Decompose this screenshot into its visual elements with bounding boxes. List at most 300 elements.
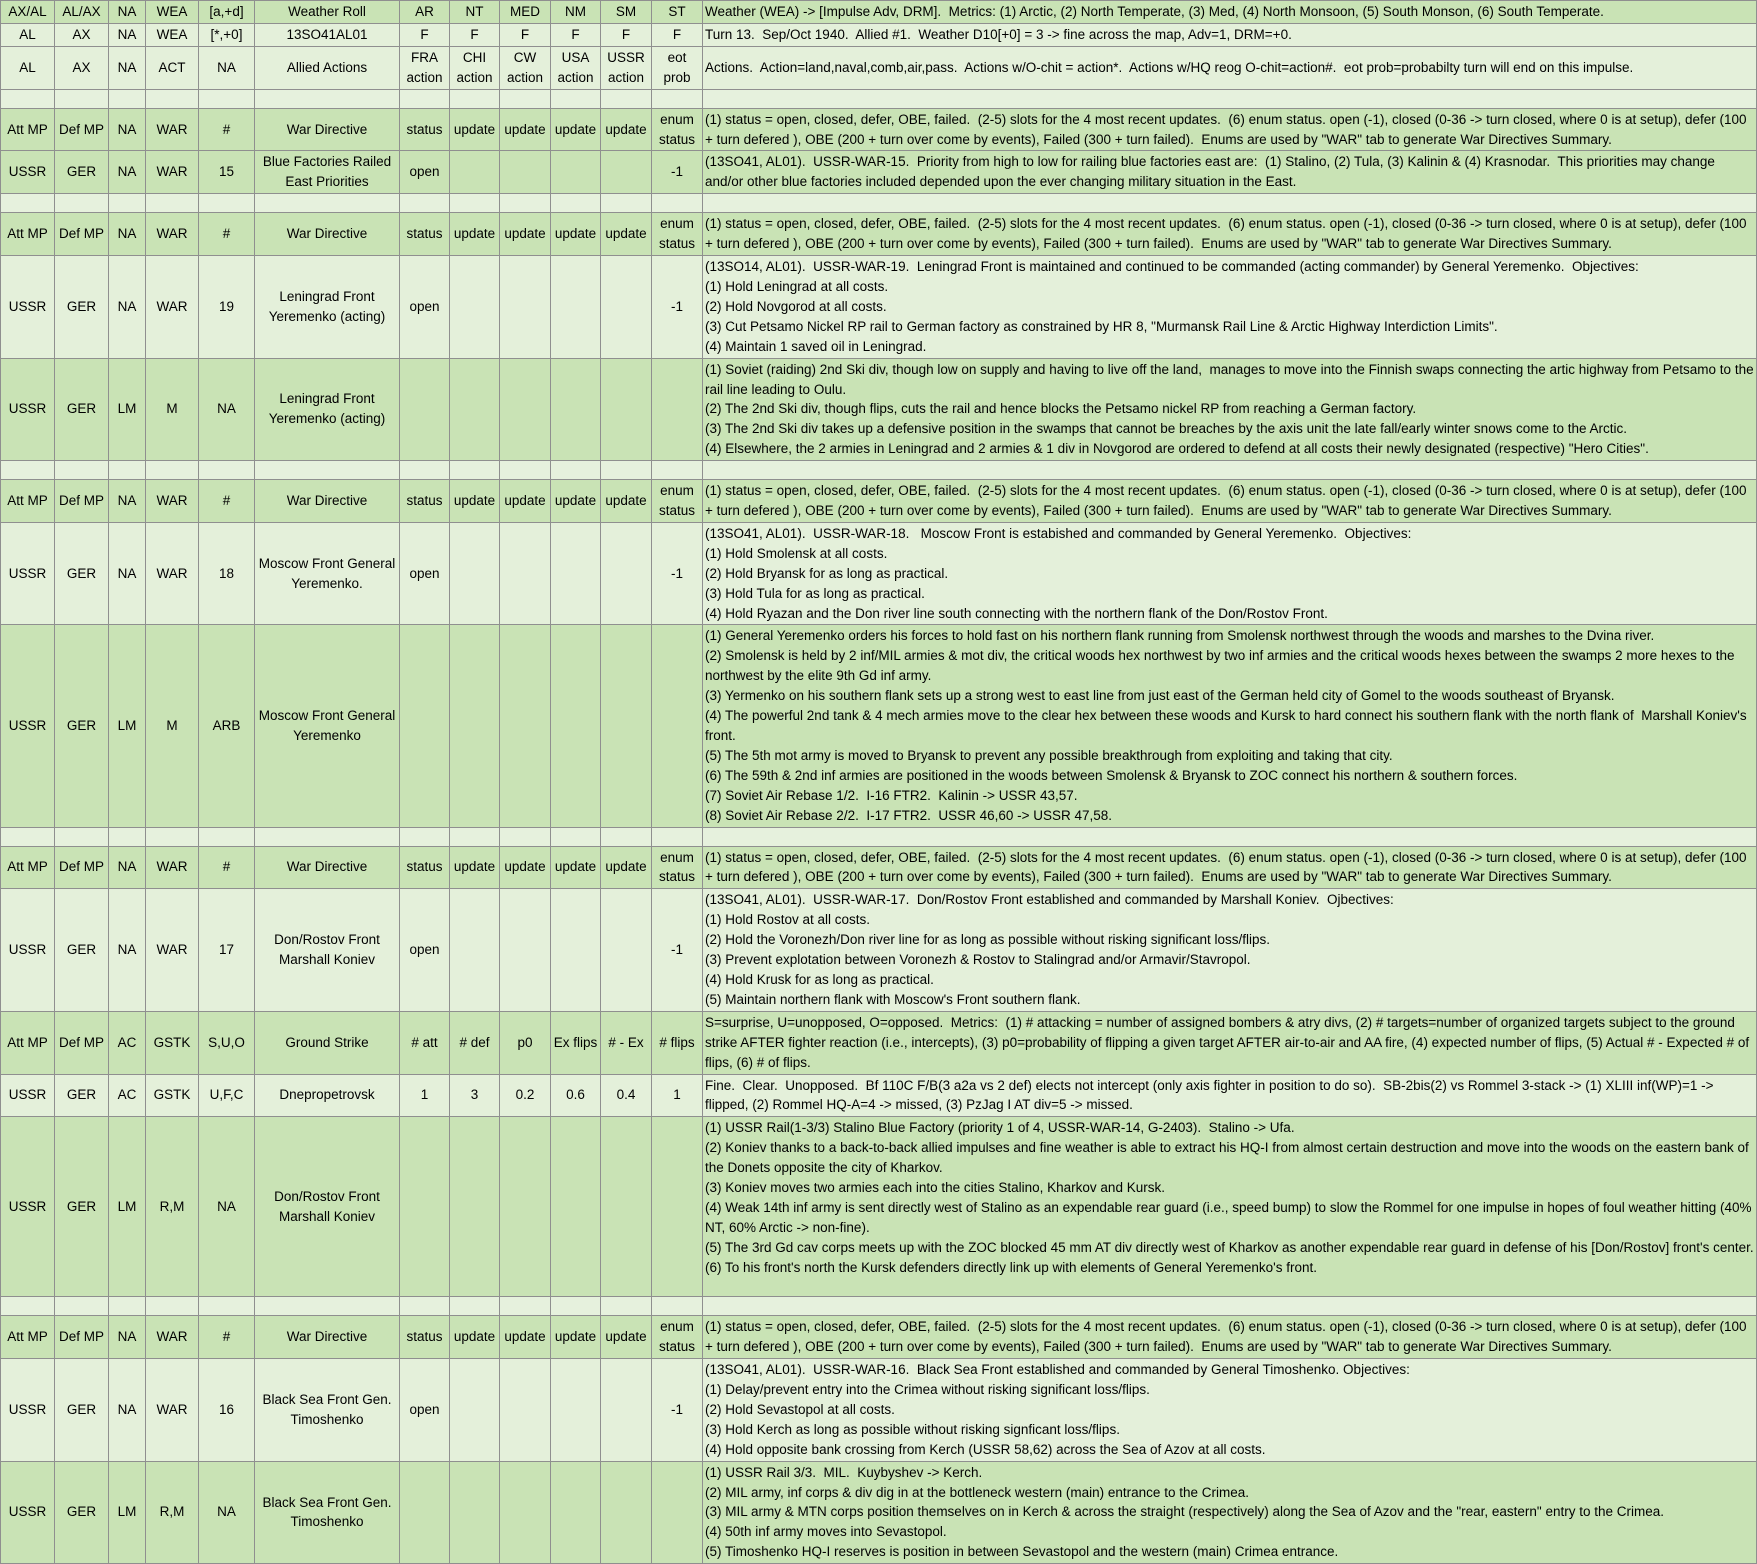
- cell-col-5[interactable]: 16: [199, 1359, 255, 1462]
- empty-cell[interactable]: [109, 194, 146, 213]
- empty-cell[interactable]: [109, 461, 146, 480]
- notes-cell[interactable]: Actions. Action=land,naval,comb,air,pass. Actions w/O-chit = action*. Actions w/HQ reog O-chit=action#. eot prob=probabilty turn will end on this impulse.: [703, 46, 1757, 89]
- cell-col-11[interactable]: SM: [601, 1, 652, 24]
- cell-col-5[interactable]: NA: [199, 358, 255, 461]
- cell-col-11[interactable]: # - Ex: [601, 1011, 652, 1074]
- cell-col-10[interactable]: [551, 358, 601, 461]
- cell-col-12[interactable]: [652, 625, 703, 827]
- cell-col-4[interactable]: M: [146, 358, 199, 461]
- cell-col-5[interactable]: NA: [199, 1117, 255, 1297]
- cell-col-8[interactable]: [450, 889, 500, 1011]
- cell-col-3[interactable]: NA: [109, 1, 146, 24]
- cell-col-10[interactable]: [551, 1359, 601, 1462]
- empty-cell[interactable]: [1, 827, 55, 846]
- empty-cell[interactable]: [55, 1297, 109, 1316]
- empty-cell[interactable]: [109, 827, 146, 846]
- cell-col-6[interactable]: War Directive: [255, 480, 400, 523]
- cell-col-6[interactable]: War Directive: [255, 846, 400, 889]
- cell-col-8[interactable]: update: [450, 108, 500, 151]
- cell-col-3[interactable]: NA: [109, 213, 146, 256]
- empty-cell[interactable]: [652, 827, 703, 846]
- cell-col-9[interactable]: p0: [500, 1011, 551, 1074]
- cell-col-7[interactable]: F: [400, 23, 450, 46]
- empty-cell[interactable]: [652, 461, 703, 480]
- empty-cell[interactable]: [1, 461, 55, 480]
- notes-cell[interactable]: (13SO41, AL01). USSR-WAR-16. Black Sea Front established and commanded by General Timoshenko. Objectives: (1) Delay/prevent entry into the Crimea without risking significant loss/flips. (2) Hold Sevastopol at all costs. (3) Hold Kerch as long as possible without risking signficant loss/flips. (4) Hold opposite bank crossing from Kerch (USSR 58,62) across the Sea of Azov at all costs.: [703, 1359, 1757, 1462]
- cell-col-11[interactable]: F: [601, 23, 652, 46]
- cell-col-1[interactable]: USSR: [1, 151, 55, 194]
- cell-col-12[interactable]: 1: [652, 1074, 703, 1117]
- empty-cell[interactable]: [551, 461, 601, 480]
- cell-col-3[interactable]: NA: [109, 46, 146, 89]
- cell-col-10[interactable]: 0.6: [551, 1074, 601, 1117]
- cell-col-6[interactable]: Moscow Front General Yeremenko: [255, 625, 400, 827]
- cell-col-4[interactable]: GSTK: [146, 1074, 199, 1117]
- cell-col-10[interactable]: update: [551, 213, 601, 256]
- cell-col-6[interactable]: War Directive: [255, 108, 400, 151]
- cell-col-11[interactable]: [601, 1461, 652, 1564]
- cell-col-10[interactable]: [551, 151, 601, 194]
- cell-col-9[interactable]: CW action: [500, 46, 551, 89]
- cell-col-5[interactable]: NA: [199, 1461, 255, 1564]
- cell-col-2[interactable]: GER: [55, 151, 109, 194]
- cell-col-7[interactable]: open: [400, 522, 450, 625]
- empty-cell[interactable]: [551, 1297, 601, 1316]
- cell-col-10[interactable]: USA action: [551, 46, 601, 89]
- cell-col-12[interactable]: [652, 1117, 703, 1297]
- cell-col-8[interactable]: NT: [450, 1, 500, 24]
- cell-col-6[interactable]: Black Sea Front Gen. Timoshenko: [255, 1461, 400, 1564]
- cell-col-2[interactable]: GER: [55, 1074, 109, 1117]
- empty-cell[interactable]: [450, 461, 500, 480]
- empty-cell[interactable]: [109, 89, 146, 108]
- cell-col-9[interactable]: update: [500, 108, 551, 151]
- cell-col-2[interactable]: GER: [55, 522, 109, 625]
- cell-col-8[interactable]: [450, 151, 500, 194]
- cell-col-1[interactable]: Att MP: [1, 480, 55, 523]
- cell-col-10[interactable]: [551, 522, 601, 625]
- notes-cell[interactable]: (13SO41, AL01). USSR-WAR-15. Priority from high to low for railing blue factories east are: (1) Stalino, (2) Tula, (3) Kalinin & (4) Krasnodar. This priorities may change and/or other blue factories included depended upon the ever changing military situation in the East.: [703, 151, 1757, 194]
- empty-cell[interactable]: [703, 89, 1757, 108]
- cell-col-7[interactable]: open: [400, 256, 450, 359]
- cell-col-5[interactable]: 19: [199, 256, 255, 359]
- cell-col-3[interactable]: LM: [109, 1117, 146, 1297]
- cell-col-7[interactable]: open: [400, 889, 450, 1011]
- cell-col-1[interactable]: AX/AL: [1, 1, 55, 24]
- cell-col-9[interactable]: update: [500, 846, 551, 889]
- cell-col-6[interactable]: Ground Strike: [255, 1011, 400, 1074]
- empty-cell[interactable]: [55, 194, 109, 213]
- cell-col-11[interactable]: [601, 256, 652, 359]
- cell-col-10[interactable]: F: [551, 23, 601, 46]
- cell-col-8[interactable]: F: [450, 23, 500, 46]
- cell-col-1[interactable]: USSR: [1, 1117, 55, 1297]
- cell-col-11[interactable]: [601, 889, 652, 1011]
- cell-col-10[interactable]: update: [551, 1316, 601, 1359]
- cell-col-7[interactable]: 1: [400, 1074, 450, 1117]
- cell-col-3[interactable]: NA: [109, 23, 146, 46]
- empty-cell[interactable]: [500, 194, 551, 213]
- empty-cell[interactable]: [500, 461, 551, 480]
- cell-col-9[interactable]: [500, 522, 551, 625]
- cell-col-4[interactable]: WAR: [146, 213, 199, 256]
- cell-col-8[interactable]: # def: [450, 1011, 500, 1074]
- cell-col-5[interactable]: NA: [199, 46, 255, 89]
- cell-col-2[interactable]: GER: [55, 889, 109, 1011]
- cell-col-9[interactable]: [500, 889, 551, 1011]
- cell-col-8[interactable]: update: [450, 213, 500, 256]
- cell-col-4[interactable]: WEA: [146, 1, 199, 24]
- cell-col-5[interactable]: 17: [199, 889, 255, 1011]
- cell-col-5[interactable]: [*,+0]: [199, 23, 255, 46]
- notes-cell[interactable]: (13SO41, AL01). USSR-WAR-17. Don/Rostov Front established and commanded by Marshall Koniev. Ojbectives: (1) Hold Rostov at all costs. (2) Hold the Voronezh/Don river line for as long as possible without risking significant loss/flips. (3) Prevent explotation between Voronezh & Rostov to Stalingrad and/or Armavir/Stavropol. (4) Hold Krusk for as long as practical. (5) Maintain northern flank with Moscow's Front southern flank.: [703, 889, 1757, 1011]
- cell-col-4[interactable]: WAR: [146, 522, 199, 625]
- cell-col-5[interactable]: 18: [199, 522, 255, 625]
- cell-col-3[interactable]: AC: [109, 1074, 146, 1117]
- empty-cell[interactable]: [551, 827, 601, 846]
- notes-cell[interactable]: (1) status = open, closed, defer, OBE, failed. (2-5) slots for the 4 most recent updates. (6) enum status. open (-1), closed (0-36 -> turn closed, where 0 is at setup), defer (100 + turn defered ), OBE (200 + turn over come by events), Failed (300 + turn failed). Enums are used by "WAR" tab to generate War Directives Summary.: [703, 213, 1757, 256]
- cell-col-3[interactable]: LM: [109, 1461, 146, 1564]
- cell-col-11[interactable]: update: [601, 1316, 652, 1359]
- empty-cell[interactable]: [146, 194, 199, 213]
- cell-col-7[interactable]: [400, 358, 450, 461]
- cell-col-2[interactable]: Def MP: [55, 480, 109, 523]
- cell-col-10[interactable]: [551, 1117, 601, 1297]
- cell-col-4[interactable]: WAR: [146, 1316, 199, 1359]
- empty-cell[interactable]: [601, 194, 652, 213]
- cell-col-4[interactable]: WAR: [146, 889, 199, 1011]
- cell-col-7[interactable]: open: [400, 1359, 450, 1462]
- cell-col-4[interactable]: WAR: [146, 480, 199, 523]
- notes-cell[interactable]: (1) status = open, closed, defer, OBE, failed. (2-5) slots for the 4 most recent updates. (6) enum status. open (-1), closed (0-36 -> turn closed, where 0 is at setup), defer (100 + turn defered ), OBE (200 + turn over come by events), Failed (300 + turn failed). Enums are used by "WAR" tab to generate War Directives Summary.: [703, 846, 1757, 889]
- cell-col-10[interactable]: update: [551, 846, 601, 889]
- cell-col-6[interactable]: Blue Factories Railed East Priorities: [255, 151, 400, 194]
- cell-col-2[interactable]: AL/AX: [55, 1, 109, 24]
- cell-col-5[interactable]: #: [199, 846, 255, 889]
- cell-col-9[interactable]: 0.2: [500, 1074, 551, 1117]
- cell-col-3[interactable]: NA: [109, 1359, 146, 1462]
- empty-cell[interactable]: [450, 194, 500, 213]
- cell-col-1[interactable]: Att MP: [1, 1011, 55, 1074]
- cell-col-12[interactable]: -1: [652, 889, 703, 1011]
- cell-col-1[interactable]: USSR: [1, 625, 55, 827]
- cell-col-2[interactable]: AX: [55, 46, 109, 89]
- cell-col-12[interactable]: -1: [652, 1359, 703, 1462]
- cell-col-12[interactable]: -1: [652, 522, 703, 625]
- empty-cell[interactable]: [255, 1297, 400, 1316]
- cell-col-9[interactable]: update: [500, 480, 551, 523]
- cell-col-11[interactable]: 0.4: [601, 1074, 652, 1117]
- cell-col-9[interactable]: [500, 1461, 551, 1564]
- cell-col-8[interactable]: 3: [450, 1074, 500, 1117]
- notes-cell[interactable]: Weather (WEA) -> [Impulse Adv, DRM]. Metrics: (1) Arctic, (2) North Temperate, (3) Med, (4) North Monsoon, (5) South Monson, (6) South Temperate.: [703, 1, 1757, 24]
- empty-cell[interactable]: [199, 461, 255, 480]
- cell-col-2[interactable]: GER: [55, 625, 109, 827]
- cell-col-11[interactable]: USSR action: [601, 46, 652, 89]
- empty-cell[interactable]: [199, 827, 255, 846]
- empty-cell[interactable]: [199, 194, 255, 213]
- empty-cell[interactable]: [652, 194, 703, 213]
- cell-col-8[interactable]: [450, 522, 500, 625]
- cell-col-1[interactable]: Att MP: [1, 1316, 55, 1359]
- cell-col-12[interactable]: [652, 358, 703, 461]
- empty-cell[interactable]: [146, 827, 199, 846]
- cell-col-8[interactable]: CHI action: [450, 46, 500, 89]
- cell-col-7[interactable]: [400, 1461, 450, 1564]
- cell-col-4[interactable]: R,M: [146, 1461, 199, 1564]
- cell-col-11[interactable]: update: [601, 846, 652, 889]
- cell-col-11[interactable]: [601, 1359, 652, 1462]
- cell-col-12[interactable]: enum status: [652, 213, 703, 256]
- cell-col-11[interactable]: update: [601, 213, 652, 256]
- cell-col-2[interactable]: Def MP: [55, 1316, 109, 1359]
- cell-col-9[interactable]: [500, 1117, 551, 1297]
- empty-cell[interactable]: [450, 89, 500, 108]
- notes-cell[interactable]: (13SO41, AL01). USSR-WAR-18. Moscow Front is estabished and commanded by General Yeremenko. Objectives: (1) Hold Smolensk at all costs. (2) Hold Bryansk for as long as practical. (3) Hold Tula for as long as practical. (4) Hold Ryazan and the Don river line south connecting with the northern flank of the Don/Rostov Front.: [703, 522, 1757, 625]
- cell-col-5[interactable]: U,F,C: [199, 1074, 255, 1117]
- empty-cell[interactable]: [450, 827, 500, 846]
- cell-col-11[interactable]: [601, 1117, 652, 1297]
- cell-col-1[interactable]: USSR: [1, 1359, 55, 1462]
- cell-col-10[interactable]: [551, 1461, 601, 1564]
- cell-col-4[interactable]: WAR: [146, 1359, 199, 1462]
- cell-col-7[interactable]: # att: [400, 1011, 450, 1074]
- cell-col-9[interactable]: [500, 358, 551, 461]
- cell-col-12[interactable]: [652, 1461, 703, 1564]
- cell-col-1[interactable]: USSR: [1, 358, 55, 461]
- cell-col-10[interactable]: Ex flips: [551, 1011, 601, 1074]
- cell-col-8[interactable]: [450, 1359, 500, 1462]
- empty-cell[interactable]: [146, 1297, 199, 1316]
- empty-cell[interactable]: [146, 461, 199, 480]
- empty-cell[interactable]: [400, 827, 450, 846]
- cell-col-5[interactable]: #: [199, 213, 255, 256]
- cell-col-6[interactable]: Leningrad Front Yeremenko (acting): [255, 256, 400, 359]
- cell-col-9[interactable]: [500, 1359, 551, 1462]
- cell-col-6[interactable]: Leningrad Front Yeremenko (acting): [255, 358, 400, 461]
- cell-col-7[interactable]: AR: [400, 1, 450, 24]
- cell-col-2[interactable]: GER: [55, 358, 109, 461]
- empty-cell[interactable]: [255, 194, 400, 213]
- cell-col-2[interactable]: AX: [55, 23, 109, 46]
- empty-cell[interactable]: [1, 1297, 55, 1316]
- cell-col-3[interactable]: NA: [109, 480, 146, 523]
- notes-cell[interactable]: Turn 13. Sep/Oct 1940. Allied #1. Weather D10[+0] = 3 -> fine across the map, Adv=1, DRM=+0.: [703, 23, 1757, 46]
- cell-col-1[interactable]: Att MP: [1, 108, 55, 151]
- cell-col-10[interactable]: update: [551, 108, 601, 151]
- cell-col-3[interactable]: NA: [109, 108, 146, 151]
- cell-col-1[interactable]: AL: [1, 23, 55, 46]
- cell-col-12[interactable]: enum status: [652, 1316, 703, 1359]
- cell-col-8[interactable]: [450, 358, 500, 461]
- cell-col-9[interactable]: [500, 151, 551, 194]
- cell-col-1[interactable]: USSR: [1, 1461, 55, 1564]
- cell-col-3[interactable]: NA: [109, 889, 146, 1011]
- cell-col-2[interactable]: Def MP: [55, 846, 109, 889]
- cell-col-5[interactable]: [a,+d]: [199, 1, 255, 24]
- cell-col-5[interactable]: ARB: [199, 625, 255, 827]
- cell-col-12[interactable]: enum status: [652, 108, 703, 151]
- cell-col-4[interactable]: ACT: [146, 46, 199, 89]
- cell-col-8[interactable]: [450, 256, 500, 359]
- empty-cell[interactable]: [500, 89, 551, 108]
- cell-col-1[interactable]: USSR: [1, 256, 55, 359]
- notes-cell[interactable]: (1) General Yeremenko orders his forces to hold fast on his northern flank running from Smolensk northwest through the woods and marshes to the Dvina river. (2) Smolensk is held by 2 inf/MIL armies & mot div, the critical woods hex northwest by two inf armies and the critical woods hexes between the swamps 2 more hexes to the northwest by the elite 9th Gd inf army. (3) Yermenko on his southern flank sets up a strong west to east line from just east of the German held city of Gomel to the woods southeast of Bryansk. (4) The powerful 2nd tank & 4 mech armies move to the clear hex between these woods and Kursk to hard connect his southern flank with the north flank of Marshall Koniev's front. (5) The 5th mot army is moved to Bryansk to prevent any possible breakthrough from exploiting and taking that city. (6) The 59th & 2nd inf armies are positioned in the woods between Smolensk & Bryansk to ZOC connect his northern & southern forces. (7) Soviet Air Rebase 1/2. I-16 FTR2. Kalinin -> USSR 43,57. (8) Soviet Air Rebase 2/2. I-17 FTR2. USSR 46,60 -> USSR 47,58.: [703, 625, 1757, 827]
- cell-col-6[interactable]: Dnepropetrovsk: [255, 1074, 400, 1117]
- cell-col-8[interactable]: [450, 1117, 500, 1297]
- cell-col-3[interactable]: NA: [109, 256, 146, 359]
- cell-col-1[interactable]: Att MP: [1, 213, 55, 256]
- empty-cell[interactable]: [400, 1297, 450, 1316]
- empty-cell[interactable]: [255, 89, 400, 108]
- empty-cell[interactable]: [601, 89, 652, 108]
- empty-cell[interactable]: [255, 827, 400, 846]
- notes-cell[interactable]: (1) status = open, closed, defer, OBE, failed. (2-5) slots for the 4 most recent updates. (6) enum status. open (-1), closed (0-36 -> turn closed, where 0 is at setup), defer (100 + turn defered ), OBE (200 + turn over come by events), Failed (300 + turn failed). Enums are used by "WAR" tab to generate War Directives Summary.: [703, 480, 1757, 523]
- cell-col-4[interactable]: WEA: [146, 23, 199, 46]
- cell-col-3[interactable]: LM: [109, 625, 146, 827]
- cell-col-12[interactable]: eot prob: [652, 46, 703, 89]
- cell-col-12[interactable]: F: [652, 23, 703, 46]
- cell-col-4[interactable]: WAR: [146, 151, 199, 194]
- cell-col-4[interactable]: WAR: [146, 846, 199, 889]
- cell-col-6[interactable]: War Directive: [255, 213, 400, 256]
- empty-cell[interactable]: [109, 1297, 146, 1316]
- cell-col-9[interactable]: update: [500, 213, 551, 256]
- empty-cell[interactable]: [500, 827, 551, 846]
- cell-col-11[interactable]: [601, 625, 652, 827]
- cell-col-8[interactable]: [450, 1461, 500, 1564]
- empty-cell[interactable]: [601, 1297, 652, 1316]
- empty-cell[interactable]: [601, 827, 652, 846]
- empty-cell[interactable]: [703, 461, 1757, 480]
- empty-cell[interactable]: [55, 461, 109, 480]
- cell-col-6[interactable]: Moscow Front General Yeremenko.: [255, 522, 400, 625]
- cell-col-9[interactable]: F: [500, 23, 551, 46]
- empty-cell[interactable]: [400, 89, 450, 108]
- cell-col-10[interactable]: update: [551, 480, 601, 523]
- cell-col-2[interactable]: Def MP: [55, 108, 109, 151]
- cell-col-3[interactable]: NA: [109, 846, 146, 889]
- cell-col-3[interactable]: AC: [109, 1011, 146, 1074]
- empty-cell[interactable]: [1, 89, 55, 108]
- cell-col-5[interactable]: #: [199, 108, 255, 151]
- cell-col-9[interactable]: update: [500, 1316, 551, 1359]
- empty-cell[interactable]: [551, 194, 601, 213]
- cell-col-12[interactable]: enum status: [652, 480, 703, 523]
- cell-col-1[interactable]: USSR: [1, 522, 55, 625]
- cell-col-7[interactable]: [400, 1117, 450, 1297]
- empty-cell[interactable]: [703, 1297, 1757, 1316]
- cell-col-4[interactable]: R,M: [146, 1117, 199, 1297]
- cell-col-6[interactable]: Allied Actions: [255, 46, 400, 89]
- cell-col-7[interactable]: [400, 625, 450, 827]
- empty-cell[interactable]: [1, 194, 55, 213]
- cell-col-8[interactable]: update: [450, 846, 500, 889]
- empty-cell[interactable]: [450, 1297, 500, 1316]
- cell-col-1[interactable]: USSR: [1, 889, 55, 1011]
- cell-col-10[interactable]: [551, 256, 601, 359]
- cell-col-12[interactable]: ST: [652, 1, 703, 24]
- cell-col-5[interactable]: 15: [199, 151, 255, 194]
- cell-col-3[interactable]: NA: [109, 1316, 146, 1359]
- cell-col-1[interactable]: Att MP: [1, 846, 55, 889]
- cell-col-5[interactable]: S,U,O: [199, 1011, 255, 1074]
- cell-col-3[interactable]: NA: [109, 522, 146, 625]
- cell-col-5[interactable]: #: [199, 480, 255, 523]
- cell-col-2[interactable]: Def MP: [55, 1011, 109, 1074]
- empty-cell[interactable]: [400, 194, 450, 213]
- notes-cell[interactable]: (1) status = open, closed, defer, OBE, failed. (2-5) slots for the 4 most recent updates. (6) enum status. open (-1), closed (0-36 -> turn closed, where 0 is at setup), defer (100 + turn defered ), OBE (200 + turn over come by events), Failed (300 + turn failed). Enums are used by "WAR" tab to generate War Directives Summary.: [703, 108, 1757, 151]
- cell-col-9[interactable]: [500, 625, 551, 827]
- empty-cell[interactable]: [400, 461, 450, 480]
- cell-col-7[interactable]: status: [400, 480, 450, 523]
- notes-cell[interactable]: S=surprise, U=unopposed, O=opposed. Metrics: (1) # attacking = number of assigned bombers & atry divs, (2) # targets=number of organized targets subject to the ground strike AFTER fighter reaction (i.e., intercepts), (3) p0=probability of flipping a given target AFTER air-to-air and AA fire, (4) expected number of flips, (5) Actual # - Expected # of flips, (6) # of flips.: [703, 1011, 1757, 1074]
- cell-col-7[interactable]: FRA action: [400, 46, 450, 89]
- empty-cell[interactable]: [652, 1297, 703, 1316]
- cell-col-6[interactable]: Weather Roll: [255, 1, 400, 24]
- cell-col-4[interactable]: GSTK: [146, 1011, 199, 1074]
- cell-col-12[interactable]: enum status: [652, 846, 703, 889]
- empty-cell[interactable]: [199, 1297, 255, 1316]
- empty-cell[interactable]: [500, 1297, 551, 1316]
- cell-col-11[interactable]: [601, 358, 652, 461]
- cell-col-10[interactable]: [551, 625, 601, 827]
- cell-col-6[interactable]: Don/Rostov Front Marshall Koniev: [255, 1117, 400, 1297]
- cell-col-8[interactable]: update: [450, 1316, 500, 1359]
- empty-cell[interactable]: [703, 194, 1757, 213]
- cell-col-6[interactable]: Don/Rostov Front Marshall Koniev: [255, 889, 400, 1011]
- empty-cell[interactable]: [551, 89, 601, 108]
- cell-col-11[interactable]: [601, 522, 652, 625]
- cell-col-8[interactable]: update: [450, 480, 500, 523]
- cell-col-1[interactable]: USSR: [1, 1074, 55, 1117]
- cell-col-9[interactable]: [500, 256, 551, 359]
- cell-col-7[interactable]: status: [400, 213, 450, 256]
- cell-col-3[interactable]: LM: [109, 358, 146, 461]
- notes-cell[interactable]: (1) USSR Rail 3/3. MIL. Kuybyshev -> Kerch. (2) MIL army, inf corps & div dig in at the bottleneck western (main) entrance to the Crimea. (3) MIL army & MTN corps position themselves on in Kerch & across the straight (respectively) along the Sea of Azov and the "rear, eastern" entry to the Crimea. (4) 50th inf army moves into Sevastopol. (5) Timoshenko HQ-I reserves is position in between Sevastopol and the western (main) Crimea entrance.: [703, 1461, 1757, 1564]
- empty-cell[interactable]: [601, 461, 652, 480]
- cell-col-2[interactable]: Def MP: [55, 213, 109, 256]
- cell-col-4[interactable]: M: [146, 625, 199, 827]
- cell-col-7[interactable]: status: [400, 108, 450, 151]
- empty-cell[interactable]: [146, 89, 199, 108]
- empty-cell[interactable]: [255, 461, 400, 480]
- cell-col-2[interactable]: GER: [55, 1359, 109, 1462]
- cell-col-4[interactable]: WAR: [146, 108, 199, 151]
- cell-col-3[interactable]: NA: [109, 151, 146, 194]
- empty-cell[interactable]: [652, 89, 703, 108]
- empty-cell[interactable]: [55, 827, 109, 846]
- cell-col-6[interactable]: Black Sea Front Gen. Timoshenko: [255, 1359, 400, 1462]
- cell-col-7[interactable]: status: [400, 1316, 450, 1359]
- notes-cell[interactable]: (1) USSR Rail(1-3/3) Stalino Blue Factory (priority 1 of 4, USSR-WAR-14, G-2403). Stalino -> Ufa. (2) Koniev thanks to a back-to-back allied impulses and fine weather is able to extract his HQ-I from almost certain destruction and move into the woods on the eastern bank of the Donets opposite the city of Kharkov. (3) Koniev moves two armies each into the cities Stalino, Kharkov and Kursk. (4) Weak 14th inf army is sent directly west of Stalino as an expendable rear guard (i.e., speed bump) to slow the Rommel for one impulse in hopes of foul weather hitting (40% NT, 60% Arctic -> non-fine). (5) The 3rd Gd cav corps meets up with the ZOC blocked 45 mm AT div directly west of Kharkov as another expendable rear guard in defense of his [Don/Rostov] front's center. (6) To his front's north the Kursk defenders directly link up with elements of General Yeremenko's front.: [703, 1117, 1757, 1297]
- cell-col-12[interactable]: -1: [652, 151, 703, 194]
- cell-col-5[interactable]: #: [199, 1316, 255, 1359]
- cell-col-7[interactable]: open: [400, 151, 450, 194]
- cell-col-10[interactable]: NM: [551, 1, 601, 24]
- cell-col-12[interactable]: # flips: [652, 1011, 703, 1074]
- empty-cell[interactable]: [55, 89, 109, 108]
- cell-col-11[interactable]: [601, 151, 652, 194]
- notes-cell[interactable]: (1) Soviet (raiding) 2nd Ski div, though low on supply and having to live off the land, manages to move into the Finnish swaps connecting the artic highway from Petsamo to the rail line leading to Oulu. (2) The 2nd Ski div, though flips, cuts the rail and hence blocks the Petsamo nickel RP from reaching a German factory. (3) The 2nd Ski div takes up a defensive position in the swamps that cannot be breaches by the axis unit the late fall/early winter snows come to the Arctic. (4) Elsewhere, the 2 armies in Leningrad and 2 armies & 1 div in Novgorod are ordered to defend at all costs their newly designated (respective) "Hero Cities".: [703, 358, 1757, 461]
- cell-col-2[interactable]: GER: [55, 1117, 109, 1297]
- empty-cell[interactable]: [703, 827, 1757, 846]
- cell-col-6[interactable]: 13SO41AL01: [255, 23, 400, 46]
- cell-col-11[interactable]: update: [601, 108, 652, 151]
- cell-col-8[interactable]: [450, 625, 500, 827]
- cell-col-10[interactable]: [551, 889, 601, 1011]
- cell-col-12[interactable]: -1: [652, 256, 703, 359]
